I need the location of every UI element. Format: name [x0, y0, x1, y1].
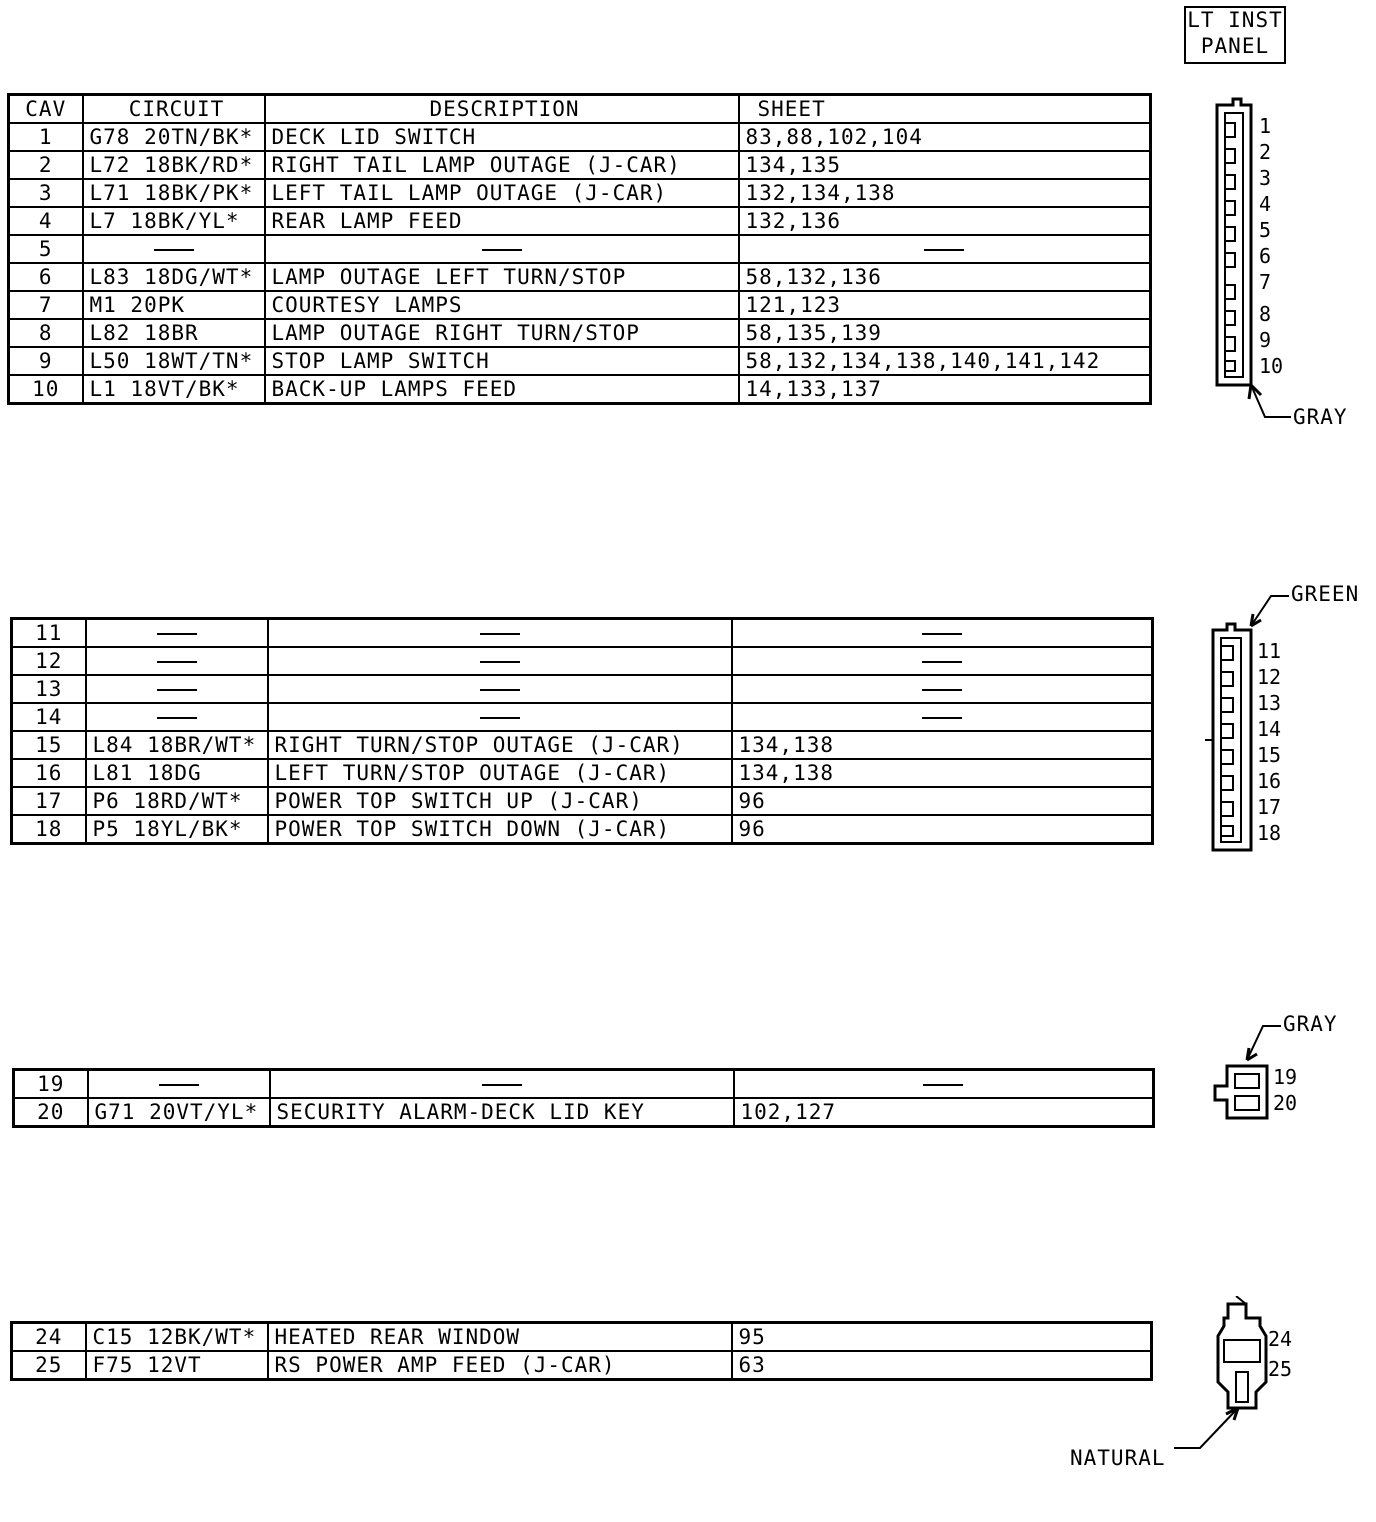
pin-number: 16 — [1257, 769, 1282, 793]
pin-number: 12 — [1257, 665, 1282, 689]
empty-dash — [922, 717, 962, 719]
connector-1-pin-numbers — [1259, 113, 1283, 379]
cell-sheet: 58,135,139 — [739, 319, 1151, 347]
table-row — [9, 347, 1151, 375]
connector-3-diagram — [1205, 1010, 1375, 1130]
cell-sheet: 134,135 — [739, 151, 1151, 179]
table-row — [12, 787, 1153, 815]
cell-cav: 3 — [9, 179, 83, 207]
pin-number: 24 — [1268, 1327, 1293, 1351]
cell-description: HEATED REAR WINDOW — [268, 1323, 732, 1352]
cell-circuit: L72 18BK/RD* — [83, 151, 265, 179]
cell-circuit: L71 18BK/PK* — [83, 179, 265, 207]
empty-dash — [480, 633, 520, 635]
cell-cav: 12 — [12, 647, 86, 675]
cell-sheet: 96 — [732, 815, 1153, 844]
table-row — [9, 179, 1151, 207]
cell-description: REAR LAMP FEED — [265, 207, 739, 235]
pin-number: 4 — [1259, 192, 1272, 216]
pin-number: 18 — [1257, 821, 1282, 845]
table-row — [9, 207, 1151, 235]
cell-sheet: 132,134,138 — [739, 179, 1151, 207]
cell-cav: 7 — [9, 291, 83, 319]
cell-description: LEFT TURN/STOP OUTAGE (J-CAR) — [268, 759, 732, 787]
pinout-table-3 — [12, 1068, 1155, 1128]
cell-sheet: 83,88,102,104 — [739, 123, 1151, 151]
pinout-table-1 — [7, 93, 1152, 405]
cell-circuit: L1 18VT/BK* — [83, 375, 265, 404]
table-row — [9, 319, 1151, 347]
header-circuit: CIRCUIT — [83, 95, 265, 124]
pin-number: 8 — [1259, 302, 1272, 326]
cell-cav: 15 — [12, 731, 86, 759]
cell-circuit: L81 18DG — [86, 759, 268, 787]
cell-sheet: 134,138 — [732, 759, 1153, 787]
table-row — [12, 703, 1153, 731]
table-row — [12, 647, 1153, 675]
cell-cav: 25 — [12, 1351, 86, 1380]
cell-sheet — [732, 703, 1153, 731]
cell-sheet: 14,133,137 — [739, 375, 1151, 404]
cell-cav: 2 — [9, 151, 83, 179]
cell-sheet: 102,127 — [734, 1098, 1154, 1127]
cell-description — [268, 703, 732, 731]
empty-dash — [922, 689, 962, 691]
connector-4-color: NATURAL — [1070, 1446, 1166, 1470]
cell-circuit: C15 12BK/WT* — [86, 1323, 268, 1352]
cell-cav: 14 — [12, 703, 86, 731]
empty-dash — [480, 717, 520, 719]
empty-dash — [922, 633, 962, 635]
table-row — [9, 263, 1151, 291]
table-row — [9, 375, 1151, 404]
pin-number: 14 — [1257, 717, 1282, 741]
cell-cav: 24 — [12, 1323, 86, 1352]
table-row — [9, 123, 1151, 151]
cell-sheet: 96 — [732, 787, 1153, 815]
title-line-2: PANEL — [1200, 34, 1270, 58]
cell-sheet: 132,136 — [739, 207, 1151, 235]
cell-description: SECURITY ALARM-DECK LID KEY — [270, 1098, 734, 1127]
cell-cav: 4 — [9, 207, 83, 235]
header-description: DESCRIPTION — [265, 95, 739, 124]
cell-circuit — [88, 1070, 270, 1099]
cell-description — [268, 647, 732, 675]
cell-sheet — [734, 1070, 1154, 1099]
cell-circuit: L7 18BK/YL* — [83, 207, 265, 235]
pin-number: 13 — [1257, 691, 1282, 715]
cell-sheet — [732, 675, 1153, 703]
cell-description: STOP LAMP SWITCH — [265, 347, 739, 375]
connector-2-color: GREEN — [1291, 582, 1360, 606]
cell-sheet: 58,132,136 — [739, 263, 1151, 291]
table-header-row — [9, 95, 1151, 124]
cell-cav: 20 — [14, 1098, 88, 1127]
cell-description: RIGHT TAIL LAMP OUTAGE (J-CAR) — [265, 151, 739, 179]
cell-cav: 11 — [12, 619, 86, 648]
cell-circuit: G71 20VT/YL* — [88, 1098, 270, 1127]
cell-description: LAMP OUTAGE LEFT TURN/STOP — [265, 263, 739, 291]
connector-2-pin-numbers — [1257, 638, 1281, 846]
table-row — [12, 815, 1153, 844]
table-row — [12, 675, 1153, 703]
empty-dash — [482, 249, 522, 251]
cell-circuit: P6 18RD/WT* — [86, 787, 268, 815]
cell-sheet: 134,138 — [732, 731, 1153, 759]
title-line-1: LT INST — [1187, 8, 1283, 32]
cell-cav: 8 — [9, 319, 83, 347]
cell-cav: 10 — [9, 375, 83, 404]
table-row — [12, 1351, 1152, 1380]
pinout-table-4 — [10, 1321, 1153, 1381]
empty-dash — [924, 249, 964, 251]
cell-sheet: 58,132,134,138,140,141,142 — [739, 347, 1151, 375]
cell-circuit — [86, 703, 268, 731]
cell-circuit: M1 20PK — [83, 291, 265, 319]
cell-sheet: 121,123 — [739, 291, 1151, 319]
cell-cav: 18 — [12, 815, 86, 844]
cell-cav: 19 — [14, 1070, 88, 1099]
cell-sheet — [739, 235, 1151, 263]
empty-dash — [157, 661, 197, 663]
connector-title — [1176, 6, 1294, 58]
cell-description — [265, 235, 739, 263]
cell-circuit: L84 18BR/WT* — [86, 731, 268, 759]
cell-description — [268, 675, 732, 703]
pin-number: 17 — [1257, 795, 1282, 819]
cell-circuit — [83, 235, 265, 263]
cell-circuit: G78 20TN/BK* — [83, 123, 265, 151]
empty-dash — [482, 1084, 522, 1086]
pin-number: 9 — [1259, 328, 1272, 352]
pin-number: 5 — [1259, 218, 1272, 242]
pin-number: 19 — [1273, 1065, 1298, 1089]
connector-2-diagram — [1205, 580, 1375, 865]
cell-description: LEFT TAIL LAMP OUTAGE (J-CAR) — [265, 179, 739, 207]
pin-number: 1 — [1259, 114, 1272, 138]
connector-1-drawing — [1205, 95, 1375, 435]
pin-number: 11 — [1257, 639, 1282, 663]
table-row — [12, 731, 1153, 759]
cell-sheet — [732, 647, 1153, 675]
pin-number: 15 — [1257, 743, 1282, 767]
cell-description: COURTESY LAMPS — [265, 291, 739, 319]
cell-description: RIGHT TURN/STOP OUTAGE (J-CAR) — [268, 731, 732, 759]
pin-number: 25 — [1268, 1357, 1293, 1381]
cell-cav: 13 — [12, 675, 86, 703]
empty-dash — [157, 717, 197, 719]
cell-sheet: 95 — [732, 1323, 1152, 1352]
pin-number: 7 — [1259, 270, 1272, 294]
cell-description: DECK LID SWITCH — [265, 123, 739, 151]
empty-dash — [480, 689, 520, 691]
connector-1-color: GRAY — [1293, 405, 1348, 429]
table-row — [9, 291, 1151, 319]
connector-2-drawing — [1205, 580, 1375, 865]
table-row — [14, 1070, 1154, 1099]
connector-4-pin-numbers — [1268, 1326, 1292, 1382]
table-row — [12, 619, 1153, 648]
cell-description — [268, 619, 732, 648]
cell-description — [270, 1070, 734, 1099]
cell-circuit: L83 18DG/WT* — [83, 263, 265, 291]
empty-dash — [480, 661, 520, 663]
cell-description: POWER TOP SWITCH DOWN (J-CAR) — [268, 815, 732, 844]
empty-dash — [923, 1084, 963, 1086]
cell-cav: 1 — [9, 123, 83, 151]
table-row — [9, 151, 1151, 179]
table-row — [9, 235, 1151, 263]
connector-3-color: GRAY — [1283, 1012, 1338, 1036]
cell-circuit — [86, 675, 268, 703]
empty-dash — [159, 1084, 199, 1086]
cell-sheet — [732, 619, 1153, 648]
cell-sheet: 63 — [732, 1351, 1152, 1380]
header-sheet: SHEET — [739, 95, 1151, 124]
empty-dash — [157, 689, 197, 691]
pin-number: 10 — [1259, 354, 1284, 378]
connector-1-diagram — [1205, 95, 1375, 435]
empty-dash — [922, 661, 962, 663]
table-row — [12, 759, 1153, 787]
header-cav: CAV — [9, 95, 83, 124]
cell-circuit: F75 12VT — [86, 1351, 268, 1380]
connector-3-pin-numbers — [1273, 1064, 1297, 1116]
cell-cav: 17 — [12, 787, 86, 815]
table-row — [14, 1098, 1154, 1127]
pin-number: 20 — [1273, 1091, 1298, 1115]
table-row — [12, 1323, 1152, 1352]
cell-cav: 6 — [9, 263, 83, 291]
pin-number: 2 — [1259, 140, 1272, 164]
cell-description: BACK-UP LAMPS FEED — [265, 375, 739, 404]
pin-number: 6 — [1259, 244, 1272, 268]
cell-description: LAMP OUTAGE RIGHT TURN/STOP — [265, 319, 739, 347]
empty-dash — [157, 633, 197, 635]
cell-circuit: L50 18WT/TN* — [83, 347, 265, 375]
cell-circuit — [86, 619, 268, 648]
cell-circuit — [86, 647, 268, 675]
empty-dash — [154, 249, 194, 251]
pin-number: 3 — [1259, 166, 1272, 190]
cell-cav: 9 — [9, 347, 83, 375]
connector-4-diagram — [1060, 1296, 1370, 1476]
cell-description: RS POWER AMP FEED (J-CAR) — [268, 1351, 732, 1380]
cell-description: POWER TOP SWITCH UP (J-CAR) — [268, 787, 732, 815]
cell-circuit: P5 18YL/BK* — [86, 815, 268, 844]
cell-cav: 5 — [9, 235, 83, 263]
cell-circuit: L82 18BR — [83, 319, 265, 347]
cell-cav: 16 — [12, 759, 86, 787]
pinout-table-2 — [10, 617, 1154, 845]
